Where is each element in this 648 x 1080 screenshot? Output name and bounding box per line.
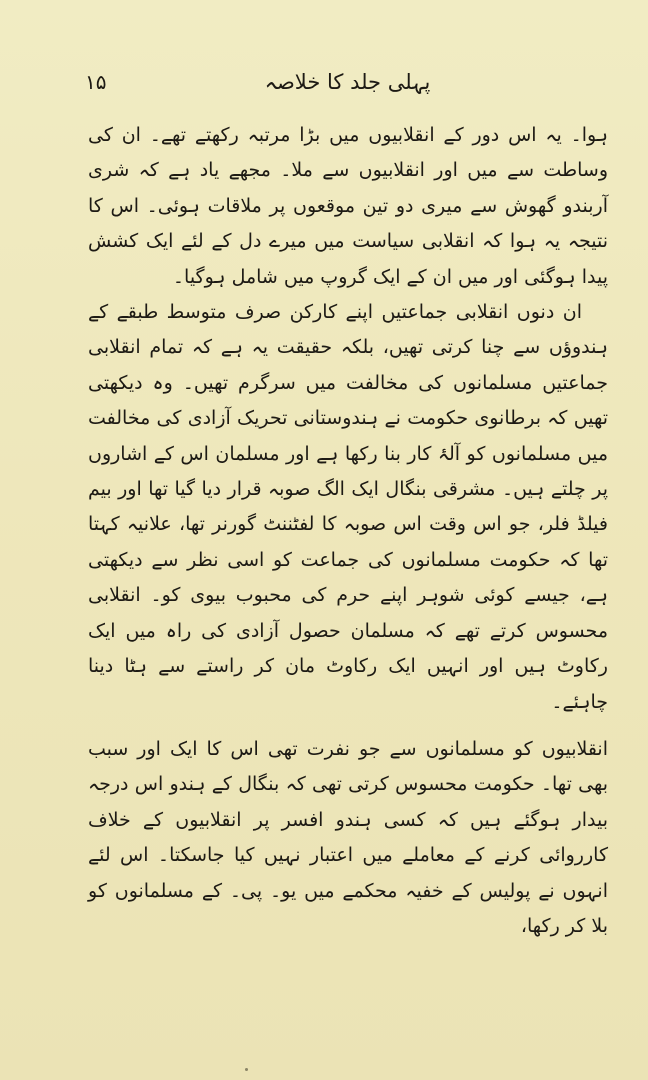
paragraph-1: ہوا۔ یہ اس دور کے انقلابیوں میں بڑا مرتبہ رکھتے تھے۔ ان کی وساطت سے میں اور انقلابیوں سے ملا۔ مجھے یاد ہے کہ شری آربندو گھوش سے میری دو تین موقعوں پر ملاقات ہوئی۔ اس کا نتیجہ یہ ہوا کہ انقلابی سیاست میں میرے دل کے لئے ایک کشش پیدا ہوگئی اور میں ان کے ایک گروپ میں شامل ہوگیا۔	[88, 124, 608, 288]
page-body	[88, 118, 608, 944]
page-header	[85, 70, 610, 110]
paper-speck	[245, 1068, 248, 1071]
paragraph-2: ان دنوں انقلابی جماعتیں اپنے کارکن صرف متوسط طبقے کے ہندوؤں سے چنا کرتی تھیں، بلکہ حقیقت یہ ہے کہ تمام انقلابی جماعتیں مسلمانوں کی مخالفت میں سرگرم تھیں۔ وہ دیکھتی تھیں کہ برطانوی حکومت نے ہندوستانی تحریک آزادی کی مخالفت میں مسلمانوں کو آلۂ کار بنا رکھا ہے اور مسلمان اس کے اشاروں پر چلتے ہیں۔ مشرقی بنگال ایک الگ صوبہ قرار دیا گیا تھا اور بیم فیلڈ فلر، جو اس وقت اس صوبہ کا لفٹننٹ گورنر تھا، علانیہ کہتا تھا کہ حکومت مسلمانوں کی جماعت کو اسی نظر سے دیکھتی ہے، جیسے کوئی شوہر اپنے حرم کی محبوب بیوی کو۔ انقلابی محسوس کرتے تھے کہ مسلمان حصول آزادی کی راہ میں ایک رکاوٹ ہیں اور انہیں ایک رکاوٹ مان کر راستے سے ہٹا دینا چاہئے۔	[88, 301, 608, 713]
paragraph-3: انقلابیوں کو مسلمانوں سے جو نفرت تھی اس کا ایک اور سبب بھی تھا۔ حکومت محسوس کرتی تھی کہ بنگال کے ہندو اس درجہ بیدار ہوگئے ہیں کہ کسی ہندو افسر پر انقلابیوں کے خلاف کارروائی کرنے کے معاملے میں اعتبار نہیں کیا جاسکتا۔ اس لئے انہوں نے پولیس کے خفیہ محکمے میں یو۔ پی۔ کے مسلمانوں کو بلا کر رکھا،	[88, 737, 608, 937]
page-number: ۱۵	[85, 70, 107, 94]
running-title: پہلی جلد کا خلاصہ	[264, 70, 431, 94]
